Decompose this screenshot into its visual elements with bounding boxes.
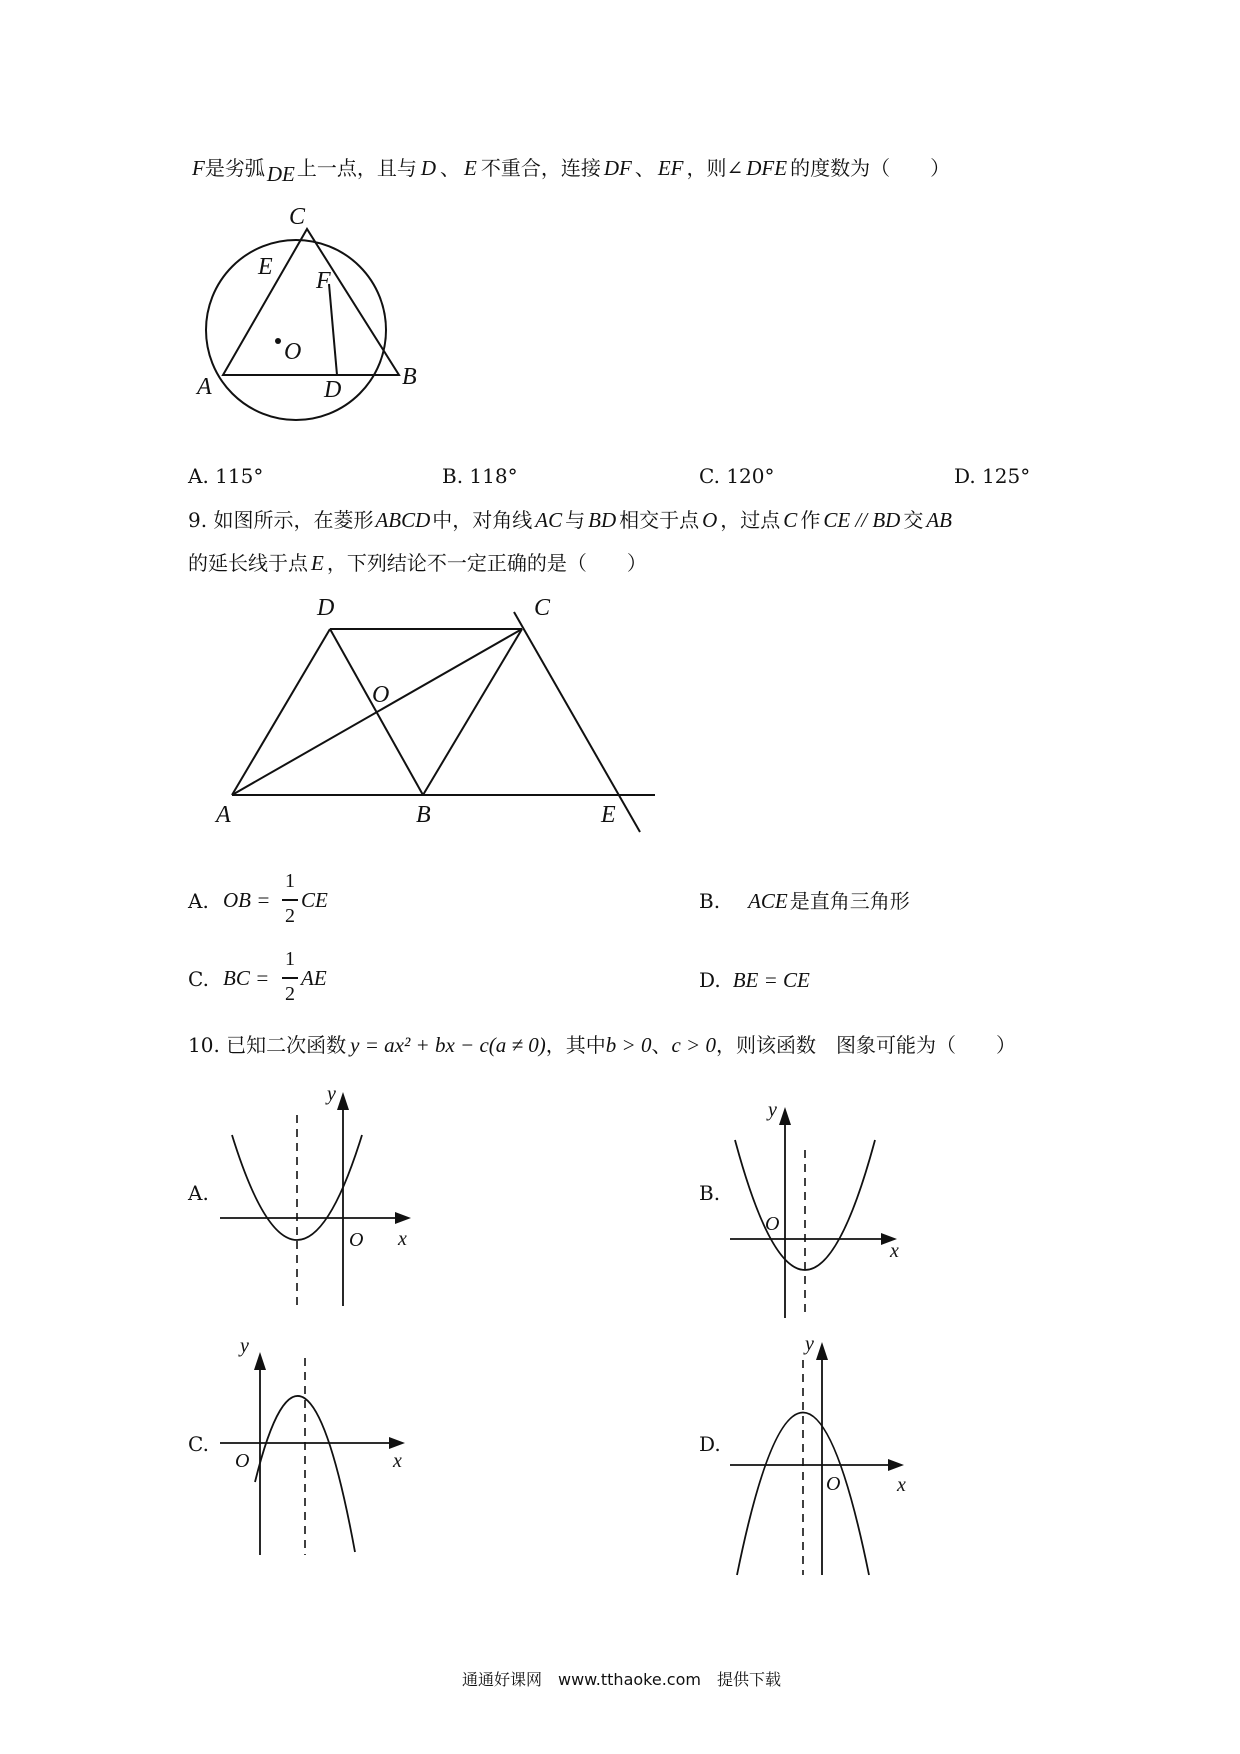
q8-label-e: E [258, 254, 273, 280]
q9-ce-bd: CE // BD [823, 508, 901, 532]
q10-sep: 、 [651, 1033, 672, 1057]
q8-label-c: C [289, 204, 306, 230]
q8-label-o: O [284, 339, 302, 365]
option-math: BC = [223, 966, 270, 990]
q8-option-b[interactable] [442, 466, 518, 486]
q9-stem-line2 [188, 553, 647, 574]
q8-arc-de: DE [266, 162, 295, 186]
option-math: CE [301, 888, 328, 912]
q9-figure [200, 590, 680, 830]
q8-text: 上一点，且与 [296, 156, 417, 180]
q9-label-a: A [216, 802, 231, 828]
graph-c-origin-label: O [235, 1450, 250, 1472]
option-letter: D. [699, 968, 721, 992]
q8-label-a: A [197, 374, 212, 400]
q9-option-b[interactable] [699, 891, 910, 912]
q9-ab: AB [926, 508, 952, 532]
q9-text: ，下列结论不一定正确的是（ ） [326, 551, 647, 575]
option-math: OB = [223, 888, 271, 912]
fraction-denominator: 2 [285, 905, 295, 927]
q10-option-a[interactable]: A. [188, 1181, 209, 1205]
graph-b-origin-label: O [765, 1213, 780, 1235]
q10-function: y = ax² + bx − c [350, 1033, 489, 1057]
option-text: 118° [469, 464, 518, 488]
q8-option-a[interactable] [188, 466, 263, 486]
q10-condition: (a ≠ 0) [488, 1033, 546, 1057]
q9-label-o: O [372, 682, 390, 708]
q9-e: E [311, 551, 324, 575]
q9-label-b: B [416, 802, 431, 828]
option-text: 120° [726, 464, 775, 488]
q9-text: 9. 如图所示，在菱形 [188, 508, 374, 532]
q8-point-d: D [420, 156, 436, 180]
option-math: ACE [748, 889, 788, 913]
q8-text: 不重合，连接 [480, 156, 601, 180]
fraction-bar [282, 977, 298, 979]
q8-point-f: F [192, 156, 205, 180]
q8-text: ，则∠ [686, 156, 744, 180]
q8-option-d[interactable] [954, 466, 1030, 486]
q9-text: 相交于点 [619, 508, 700, 532]
q9-text: 的延长线于点 [188, 551, 308, 575]
q10-text: 10. 已知二次函数 [188, 1033, 347, 1057]
q10-c-cond: c > 0 [671, 1033, 716, 1057]
q9-option-d[interactable] [699, 970, 810, 991]
q9-ac: AC [535, 508, 563, 532]
q10-b-cond: b > 0 [605, 1033, 652, 1057]
fraction-denominator: 2 [285, 983, 295, 1005]
q9-rhombus: ABCD [375, 508, 431, 532]
option-letter: B. [442, 464, 464, 488]
q10-graph-a[interactable] [215, 1080, 415, 1310]
graph-c-y-label: y [240, 1335, 249, 1357]
graph-a-y-label: y [327, 1083, 336, 1105]
q9-o: O [702, 508, 718, 532]
q9-option-a[interactable] [188, 870, 488, 930]
q9-bd: BD [588, 508, 617, 532]
graph-a-origin-label: O [349, 1229, 364, 1251]
q9-text: ，过点 [720, 508, 781, 532]
graph-d-y-label: y [805, 1333, 814, 1355]
q10-stem [188, 1035, 1016, 1056]
option-letter: B. [699, 889, 721, 913]
q8-text: 的度数为（ ） [790, 156, 951, 180]
option-letter: D. [954, 464, 976, 488]
q9-label-c: C [534, 595, 551, 621]
graph-b-x-label: x [890, 1240, 899, 1262]
q9-option-c[interactable] [188, 948, 488, 1008]
q9-stem-line1 [188, 510, 955, 531]
q9-text: 作 [800, 508, 821, 532]
page-footer: 通通好课网 www.tthaoke.com 提供下载 [462, 1670, 781, 1689]
q9-label-e: E [601, 802, 616, 828]
q8-seg-df: DF [603, 156, 632, 180]
graph-b-y-label: y [768, 1099, 777, 1121]
q9-text: 与 [565, 508, 586, 532]
option-letter: C. [699, 464, 720, 488]
option-text: 是直角三角形 [789, 889, 910, 913]
option-letter: A. [188, 889, 209, 913]
fraction-numerator: 1 [285, 948, 295, 970]
graph-d-x-label: x [897, 1474, 906, 1496]
option-math: BE = CE [732, 968, 810, 992]
graph-a-x-label: x [398, 1228, 407, 1250]
option-letter: C. [188, 967, 209, 991]
q9-c: C [783, 508, 798, 532]
q10-option-d[interactable]: D. [699, 1432, 721, 1456]
q8-seg-ef: EF [657, 156, 684, 180]
graph-c-x-label: x [393, 1450, 402, 1472]
fraction-bar [282, 899, 298, 901]
option-math: AE [301, 966, 327, 990]
q10-option-c[interactable]: C. [188, 1432, 209, 1456]
q8-figure [190, 200, 430, 403]
q8-angle-dfe: DFE [746, 156, 788, 180]
q8-option-c[interactable] [699, 466, 775, 486]
q10-graph-b[interactable] [725, 1080, 925, 1310]
q10-text: ，其中 [545, 1033, 606, 1057]
q8-sep: 、 [634, 156, 655, 180]
q8-point-e: E [464, 156, 477, 180]
q8-label-d: D [324, 377, 342, 403]
graph-d-origin-label: O [826, 1473, 841, 1495]
option-text: 115° [215, 464, 264, 488]
q10-option-b[interactable]: B. [699, 1181, 721, 1205]
q9-label-d: D [317, 595, 335, 621]
q10-graph-c[interactable] [215, 1330, 415, 1560]
option-letter: A. [188, 464, 209, 488]
q10-text: ，则该函数 图象可能为（ ） [715, 1033, 1016, 1057]
q9-text: 交 [903, 508, 924, 532]
q8-label-f: F [316, 268, 331, 294]
q8-label-b: B [402, 364, 417, 390]
option-text: 125° [982, 464, 1031, 488]
q8-text: 是劣弧 [204, 156, 265, 180]
q8-stem [192, 156, 951, 186]
q9-text: 中，对角线 [432, 508, 533, 532]
fraction-numerator: 1 [285, 870, 295, 892]
q10-graph-d[interactable] [725, 1330, 925, 1560]
q8-sep: 、 [440, 156, 460, 180]
